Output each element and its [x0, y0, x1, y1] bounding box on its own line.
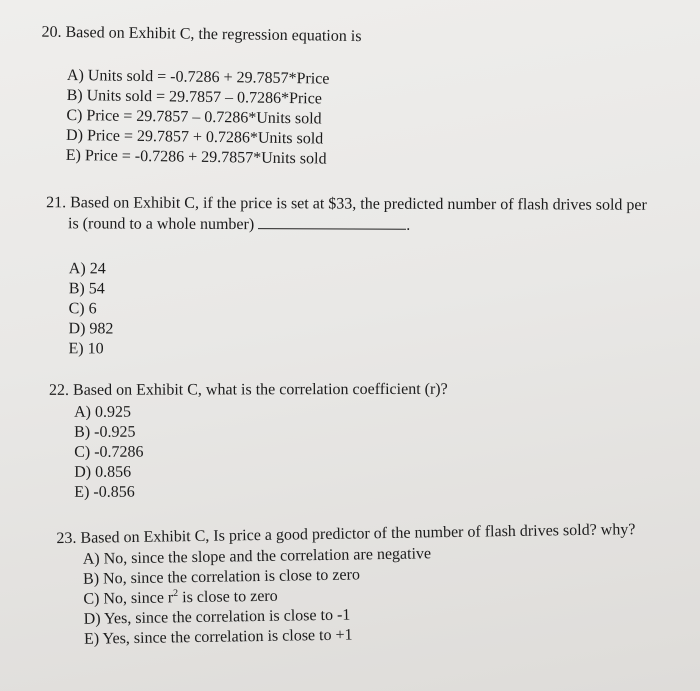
superscript-2: 2	[173, 587, 179, 600]
option-letter: C)	[66, 106, 83, 125]
option-b[interactable]	[69, 279, 105, 299]
option-e[interactable]	[66, 146, 327, 170]
option-e[interactable]	[68, 339, 103, 359]
option-letter: A)	[74, 403, 91, 421]
option-text: Units sold = -0.7286 + 29.7857*Price	[87, 67, 330, 88]
question-text: Based on Exhibit C, what is the correlation coefficient (r)?	[72, 380, 448, 399]
option-text-after: is close to zero	[178, 587, 278, 607]
option-d[interactable]	[74, 463, 131, 483]
option-text: -0.925	[94, 423, 136, 441]
question-number: 20.	[41, 23, 62, 41]
question-number: 21.	[46, 194, 67, 212]
option-letter: E)	[74, 483, 90, 501]
option-e[interactable]	[74, 483, 134, 503]
option-text: -0.7286	[94, 443, 144, 461]
option-c[interactable]	[69, 299, 97, 319]
option-a[interactable]	[69, 259, 106, 279]
option-d[interactable]	[69, 319, 114, 339]
question-text-line2: is (round to a whole number)	[67, 215, 255, 234]
option-text: Yes, since the correlation is close to +1	[102, 626, 353, 648]
question-number: 23.	[56, 529, 77, 548]
option-letter: D)	[74, 463, 92, 481]
question-stem	[46, 193, 647, 216]
option-letter: A)	[82, 550, 100, 568]
option-letter: E)	[65, 146, 82, 165]
option-letter: B)	[82, 570, 100, 588]
option-letter: C)	[68, 300, 85, 318]
option-letter: D)	[65, 126, 84, 145]
question-20	[0, 0, 700, 168]
option-letter: E)	[68, 340, 84, 358]
option-letter: B)	[68, 280, 85, 298]
option-text: Units sold = 29.7857 – 0.7286*Price	[86, 87, 323, 108]
question-stem-continued	[68, 213, 410, 235]
option-text: No, since the correlation is close to zero	[102, 566, 361, 588]
question-text: Based on Exhibit C, the regression equation is	[65, 23, 362, 46]
option-c[interactable]	[74, 443, 143, 463]
option-letter: C)	[74, 443, 91, 461]
option-e[interactable]	[84, 626, 353, 650]
question-stem	[49, 380, 448, 401]
option-letter: A)	[66, 66, 84, 85]
option-text: 0.856	[95, 463, 132, 481]
option-letter: D)	[83, 610, 101, 628]
option-b[interactable]	[83, 565, 360, 589]
option-text: 10	[87, 340, 104, 358]
question-stem	[41, 23, 361, 47]
question-number: 22.	[48, 381, 70, 399]
option-a[interactable]	[83, 544, 432, 569]
option-letter: D)	[68, 320, 86, 338]
option-letter: A)	[68, 260, 86, 278]
option-text: Price = -0.7286 + 29.7857*Units sold	[84, 147, 327, 168]
option-text: 6	[88, 300, 97, 318]
option-text: No, since the slope and the correlation are negative	[103, 545, 432, 568]
option-text: 0.925	[94, 403, 131, 421]
option-text: Yes, since the correlation is close to -1	[103, 606, 351, 628]
option-letter: C)	[83, 590, 100, 608]
option-a[interactable]	[74, 403, 131, 423]
option-b[interactable]	[74, 423, 135, 443]
option-text: 982	[89, 320, 114, 338]
option-letter: B)	[66, 86, 83, 105]
option-text: Price = 29.7857 – 0.7286*Units sold	[86, 107, 322, 128]
option-text: 54	[88, 280, 105, 298]
stem-period: .	[406, 216, 411, 234]
option-text: Price = 29.7857 + 0.7286*Units sold	[86, 127, 324, 148]
question-text: Based on Exhibit C, if the price is set at $33, the predicted number of flash drives sold per	[70, 194, 647, 214]
option-letter: E)	[83, 630, 100, 648]
option-text: 24	[89, 260, 106, 278]
option-letter: B)	[74, 423, 91, 441]
question-text: Based on Exhibit C, Is price a good predictor of the number of flash drives sold? why?	[80, 521, 636, 547]
option-text: No, since r	[103, 589, 174, 608]
answer-blank[interactable]	[258, 214, 406, 230]
option-text: -0.856	[93, 483, 135, 501]
